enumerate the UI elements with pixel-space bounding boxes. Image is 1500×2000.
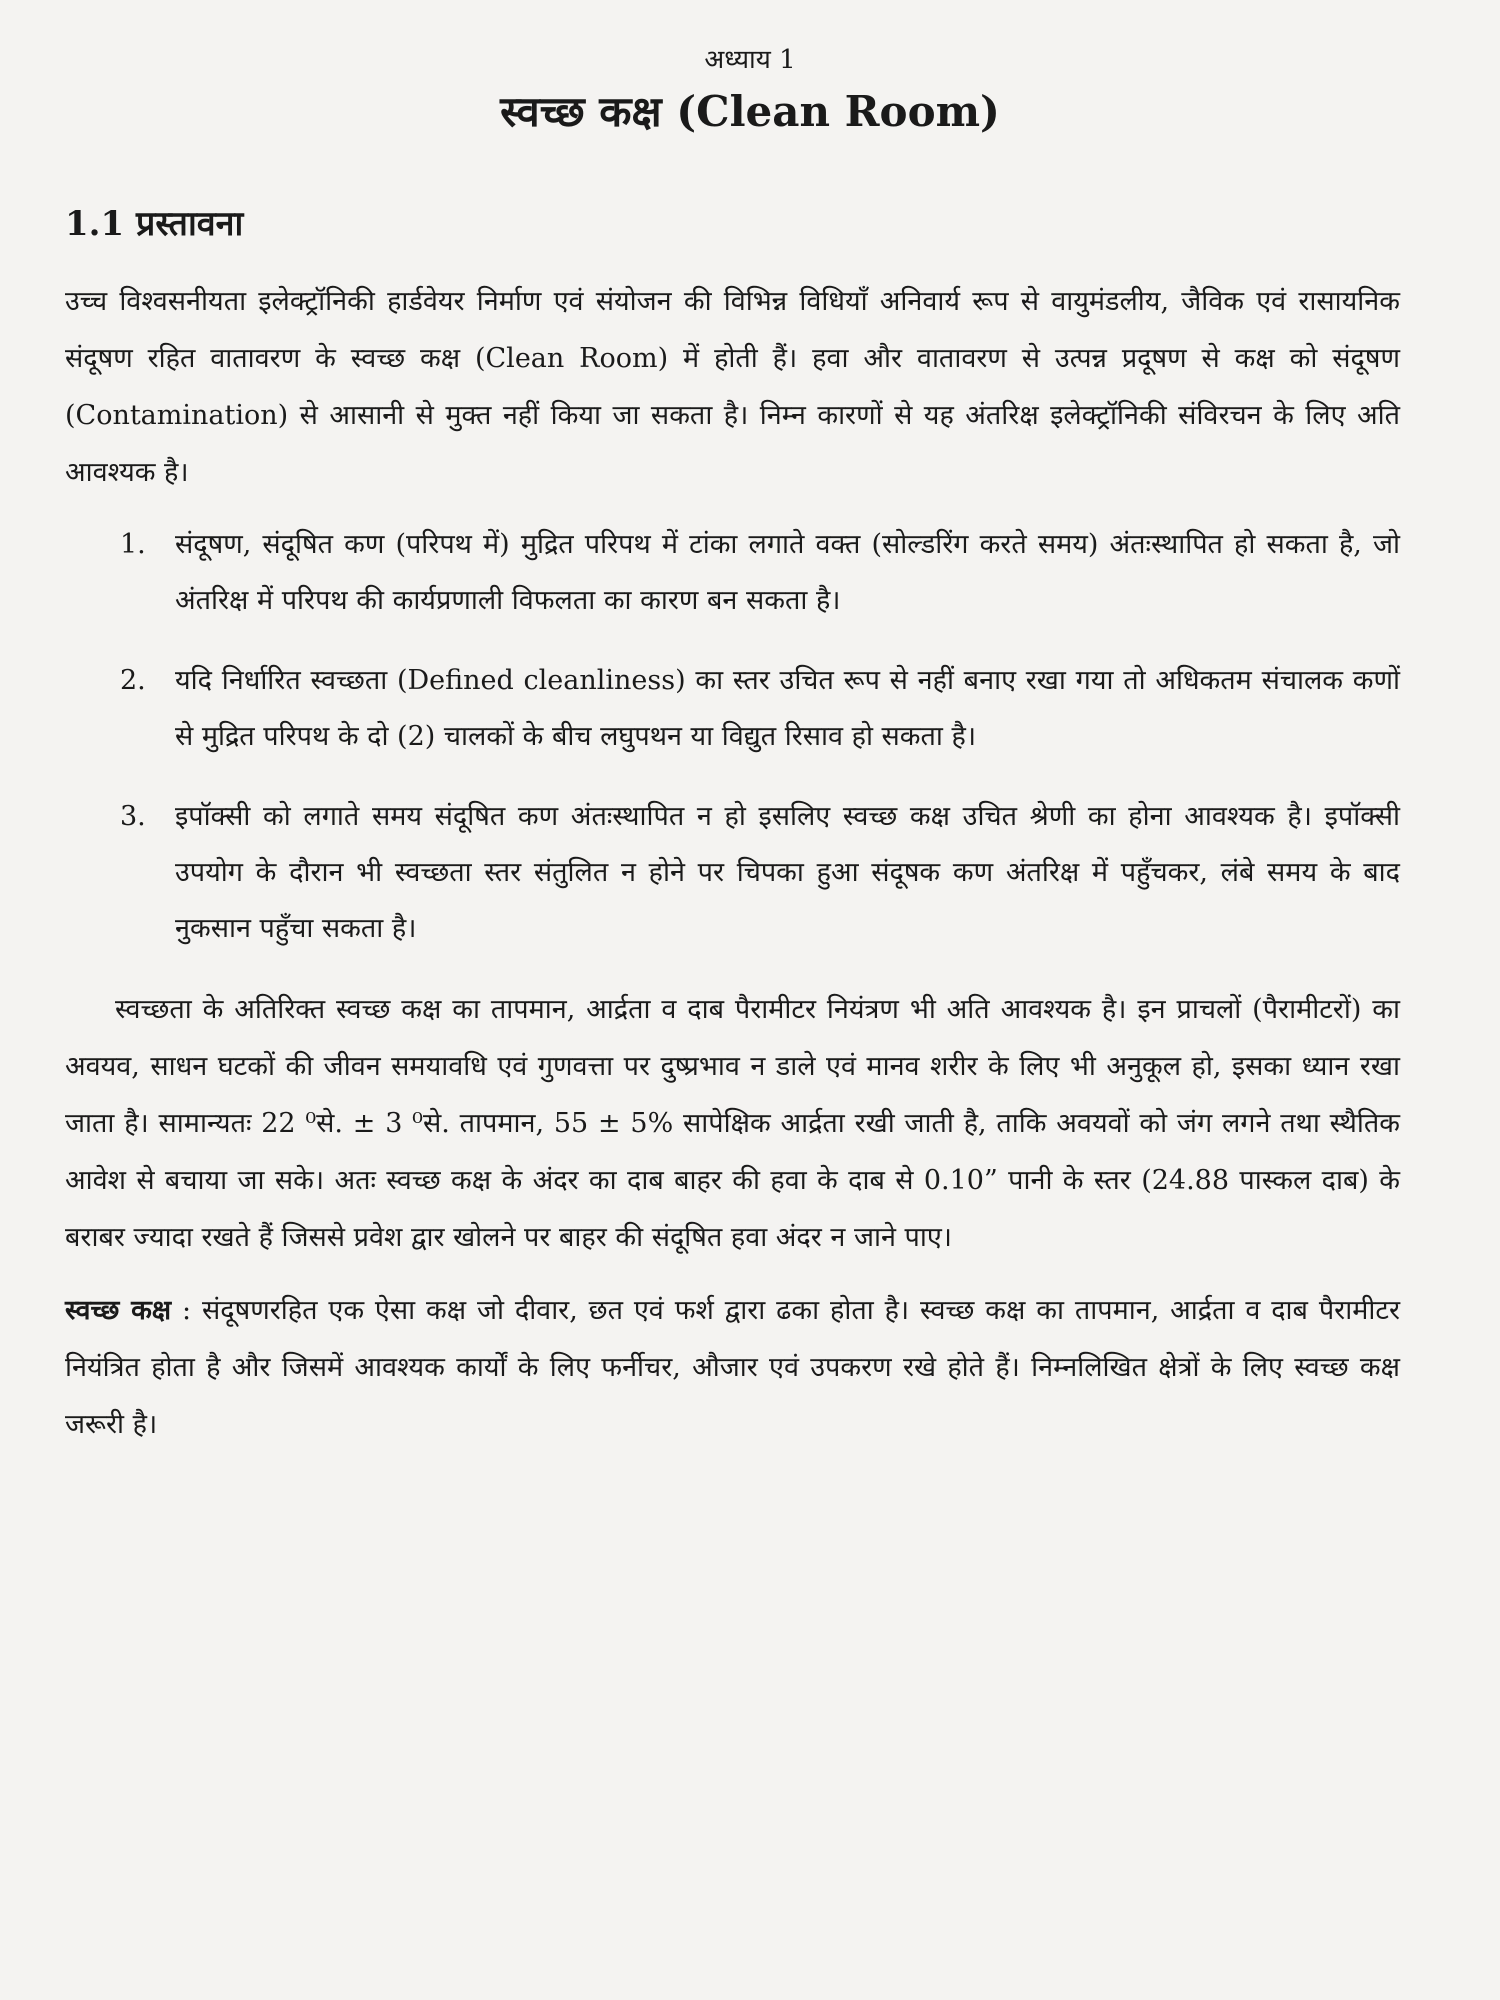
parameters-paragraph: स्वच्छता के अतिरिक्त स्वच्छ कक्ष का तापमान, आर्द्रता व दाब पैरामीटर नियंत्रण भी अति आवश्यक है। इन प्राचलों (पैरामीटरों) का अवयव, साधन घटकों की जीवन समयावधि एवं गुणवत्ता पर दुष्प्रभाव न डाले एवं मानव शरीर के लिए भी अनुकूल हो, इसका ध्यान रखा जाता है। सामान्यतः 22 ⁰से. ± 3 ⁰से. तापमान, 55 ± 5% सापेक्षिक आर्द्रता रखी जाती है, ताकि अवयवों को जंग लगने तथा स्थैतिक आवेश से बचाया जा सके। अतः स्वच्छ कक्ष के अंदर का दाब बाहर की हवा के दाब से 0.10” पानी के स्तर (24.88 पास्कल दाब) के बराबर ज्यादा रखते हैं जिससे प्रवेश द्वार खोलने पर बाहर की संदूषित हवा अंदर न जाने पाए। — [65, 994, 1400, 1253]
list-item-number: 1. — [120, 529, 146, 560]
list-item-text: संदूषण, संदूषित कण (परिपथ में) मुद्रित परिपथ में टांका लगाते वक्त (सोल्डरिंग करते समय) अंतःस्थापित हो सकता है, जो अंतरिक्ष में परिपथ की कार्यप्रणाली विफलता का कारण बन सकता है। — [175, 529, 1400, 616]
reasons-list — [65, 517, 1400, 957]
section-heading: 1.1 प्रस्तावना — [65, 204, 244, 244]
list-item-text: यदि निर्धारित स्वच्छता (Defined cleanliness) का स्तर उचित रूप से नहीं बनाए रखा गया तो अधिकतम संचालक कणों से मुद्रित परिपथ के दो (2) चालकों के बीच लघुपथन या विद्युत रिसाव हो सकता है। — [175, 665, 1400, 752]
list-item — [65, 517, 1400, 629]
list-item — [65, 653, 1400, 765]
intro-paragraph: उच्च विश्वसनीयता इलेक्ट्रॉनिकी हार्डवेयर निर्माण एवं संयोजन की विभिन्न विधियाँ अनिवार्य रूप से वायुमंडलीय, जैविक एवं रासायनिक संदूषण रहित वातावरण के स्वच्छ कक्ष (Clean Room) में होती हैं। हवा और वातावरण से उत्पन्न प्रदूषण से कक्ष को संदूषण (Contamination) से आसानी से मुक्त नहीं किया जा सकता है। निम्न कारणों से यह अंतरिक्ष इलेक्ट्रॉनिकी संविरचन के लिए अति आवश्यक है। — [65, 286, 1400, 488]
list-item — [65, 789, 1400, 957]
definition-term: स्वच्छ कक्ष — [65, 1295, 172, 1326]
chapter-title: स्वच्छ कक्ष (Clean Room) — [500, 87, 1000, 136]
definition-text: संदूषणरहित एक ऐसा कक्ष जो दीवार, छत एवं फर्श द्वारा ढका होता है। स्वच्छ कक्ष का तापमान, आर्द्रता व दाब पैरामीटर नियंत्रित होता है और जिसमें आवश्यक कार्यों के लिए फर्नीचर, औजार एवं उपकरण रखे होते हैं। निम्नलिखित क्षेत्रों के लिए स्वच्छ कक्ष जरूरी है। — [65, 1295, 1401, 1440]
definition-separator: : — [171, 1295, 203, 1326]
list-item-number: 3. — [120, 801, 146, 832]
definition-paragraph — [65, 1282, 1400, 1453]
list-item-number: 2. — [120, 665, 146, 696]
chapter-label: अध्याय 1 — [704, 45, 796, 75]
list-item-text: इपॉक्सी को लगाते समय संदूषित कण अंतःस्थापित न हो इसलिए स्वच्छ कक्ष उचित श्रेणी का होना आवश्यक है। इपॉक्सी उपयोग के दौरान भी स्वच्छता स्तर संतुलित न होने पर चिपका हुआ संदूषक कण अंतरिक्ष में पहुँचकर, लंबे समय के बाद नुकसान पहुँचा सकता है। — [175, 801, 1400, 944]
